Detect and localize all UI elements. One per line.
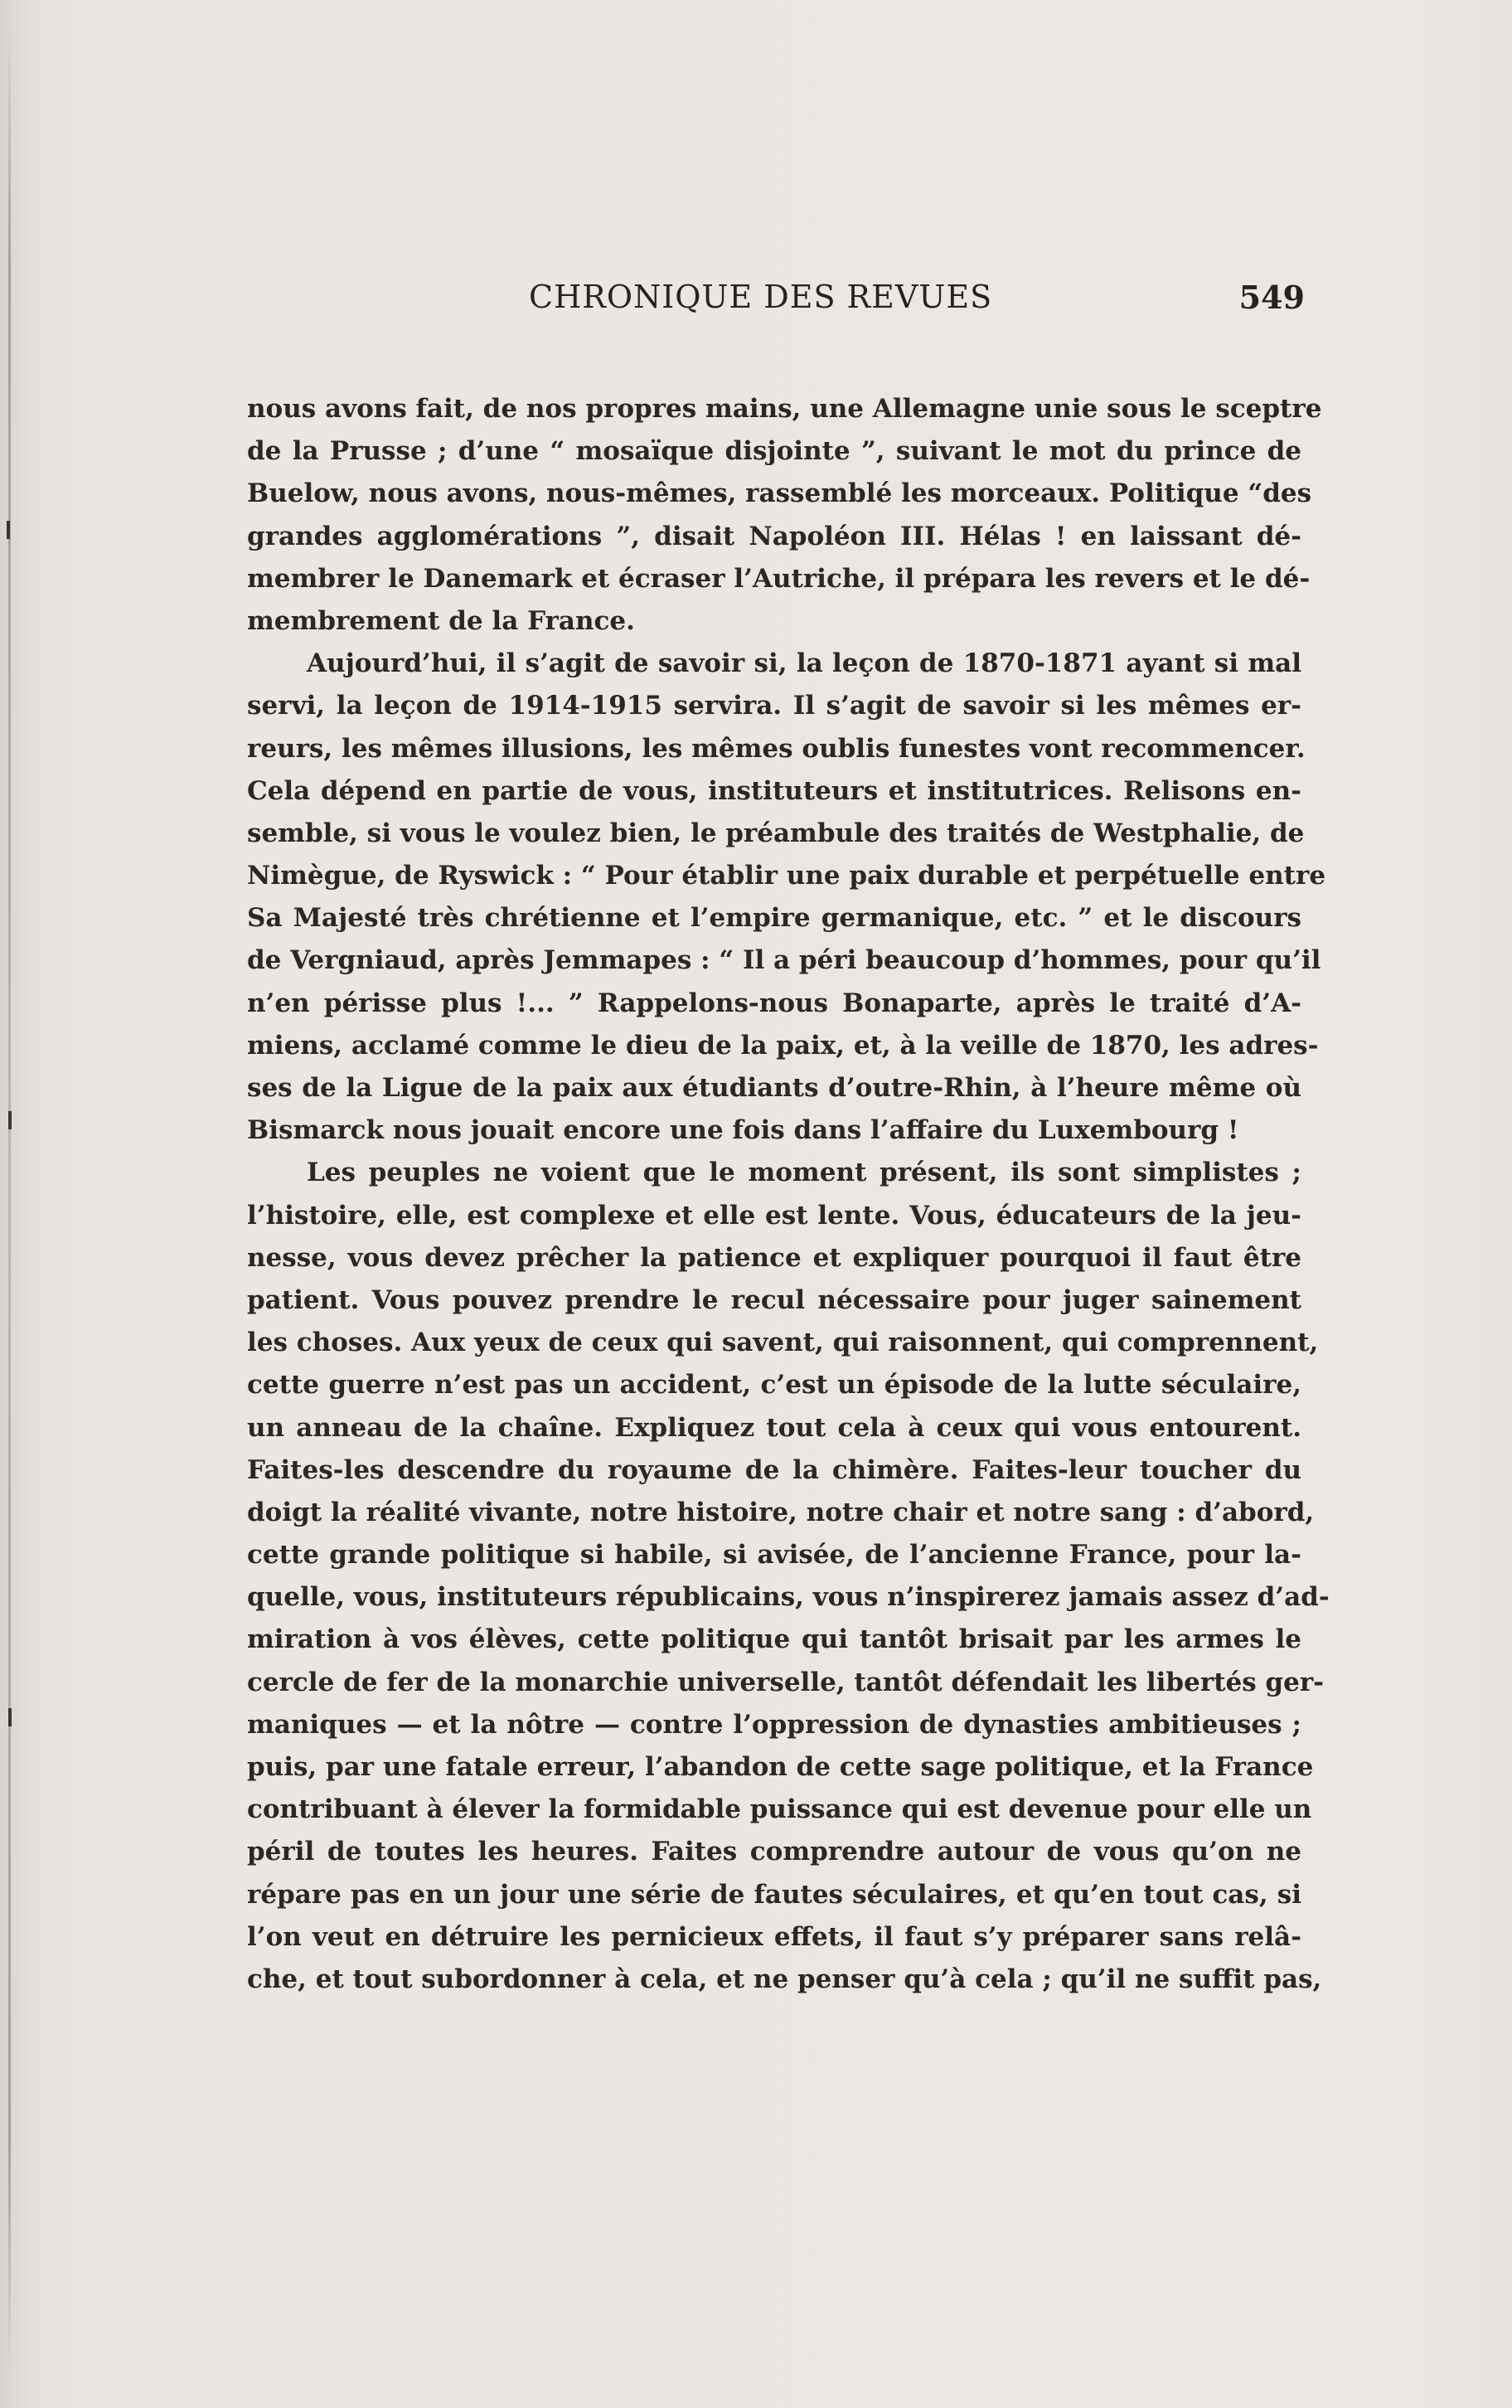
text-line: miration à vos élèves, cette politique qui tantôt brisait par les armes le (247, 1624, 1301, 1655)
text-line: puis, par une fatale erreur, l’abandon de cette sage politique, et la France (247, 1752, 1314, 1782)
text-line: semble, si vous le voulez bien, le préambule des traités de Westphalie, de (247, 818, 1305, 848)
text-line: miens, acclamé comme le dieu de la paix, et, à la veille de 1870, les adres- (247, 1030, 1319, 1061)
text-line: quelle, vous, instituteurs républicains, vous n’inspirerez jamais assez d’ad- (247, 1582, 1330, 1613)
text-line: che, et tout subordonner à cela, et ne penser qu’à cela ; qu’il ne suffit pas, (247, 1964, 1322, 1994)
text-line: maniques — et la nôtre — contre l’oppression de dynasties ambitieuses ; (247, 1709, 1301, 1740)
text-line: Nimègue, de Ryswick : “ Pour établir une paix durable et perpétuelle entre (247, 861, 1326, 891)
text-line: membrer le Danemark et écraser l’Autriche, il prépara les revers et le dé- (247, 563, 1311, 594)
text-line: un anneau de la chaîne. Expliquez tout cela à ceux qui vous entourent. (247, 1412, 1301, 1443)
text-line: contribuant à élever la formidable puissance qui est devenue pour elle un (247, 1794, 1312, 1825)
text-line: cercle de fer de la monarchie universelle, tantôt défendait les libertés ger- (247, 1667, 1325, 1697)
text-line: l’on veut en détruire les pernicieux effets, il faut s’y préparer sans relâ- (247, 1921, 1301, 1952)
text-line: Buelow, nous avons, nous-mêmes, rassemblé les morceaux. Politique “des (247, 478, 1312, 509)
page-number: 549 (1238, 279, 1305, 316)
text-line: membrement de la France. (247, 605, 635, 636)
text-line: doigt la réalité vivante, notre histoire, notre chair et notre sang : d’abord, (247, 1497, 1315, 1527)
body-text (247, 388, 1330, 2001)
running-title: CHRONIQUE DES REVUES (529, 279, 993, 315)
text-line: les choses. Aux yeux de ceux qui savent, qui raisonnent, qui comprennent, (247, 1328, 1319, 1358)
text-line: péril de toutes les heures. Faites comprendre autour de vous qu’on ne (247, 1837, 1301, 1867)
text-line: de la Prusse ; d’une “ mosaïque disjointe ”, suivant le mot du prince de (247, 436, 1301, 467)
text-line: nesse, vous devez prêcher la patience et expliquer pourquoi il faut être (247, 1242, 1301, 1273)
margin-mark (8, 1111, 12, 1129)
text-line: de Vergniaud, après Jemmapes : “ Il a péri beaucoup d’hommes, pour qu’il (247, 945, 1321, 976)
text-line: Faites-les descendre du royaume de la chimère. Faites-leur toucher du (247, 1454, 1301, 1485)
text-line: cette guerre n’est pas un accident, c’est un épisode de la lutte séculaire, (247, 1370, 1301, 1401)
text-line: n’en périsse plus !... ” Rappelons-nous Bonaparte, après le traité d’A- (247, 988, 1301, 1018)
text-line: reurs, les mêmes illusions, les mêmes oublis funestes vont recommencer. (247, 733, 1306, 764)
text-line: grandes agglomérations ”, disait Napoléon III. Hélas ! en laissant dé- (247, 521, 1301, 551)
text-line: Les peuples ne voient que le moment présent, ils sont simplistes ; (307, 1158, 1301, 1188)
text-line: l’histoire, elle, est complexe et elle est lente. Vous, éducateurs de la jeu- (247, 1200, 1301, 1231)
text-line: servi, la leçon de 1914-1915 servira. Il s’agit de savoir si les mêmes er- (247, 691, 1301, 721)
binding-gutter (8, 33, 11, 2372)
text-line: nous avons fait, de nos propres mains, une Allemagne unie sous le sceptre (247, 394, 1322, 424)
page-header (249, 279, 1305, 325)
text-line: répare pas en un jour une série de fautes séculaires, et qu’en tout cas, si (247, 1879, 1301, 1910)
text-line: cette grande politique si habile, si avisée, de l’ancienne France, pour la- (247, 1540, 1301, 1571)
text-line: Bismarck nous jouait encore une fois dans l’affaire du Luxembourg ! (247, 1115, 1239, 1146)
text-line: Aujourd’hui, il s’agit de savoir si, la leçon de 1870-1871 ayant si mal (307, 648, 1301, 679)
text-line: ses de la Ligue de la paix aux étudiants d’outre-Rhin, à l’heure même où (247, 1073, 1301, 1103)
text-line: Sa Majesté très chrétienne et l’empire germanique, etc. ” et le discours (247, 903, 1301, 934)
margin-mark (7, 521, 10, 539)
text-line: Cela dépend en partie de vous, instituteurs et institutrices. Relisons en- (247, 775, 1301, 806)
margin-mark (8, 1708, 12, 1726)
text-line: patient. Vous pouvez prendre le recul nécessaire pour juger sainement (247, 1284, 1301, 1315)
